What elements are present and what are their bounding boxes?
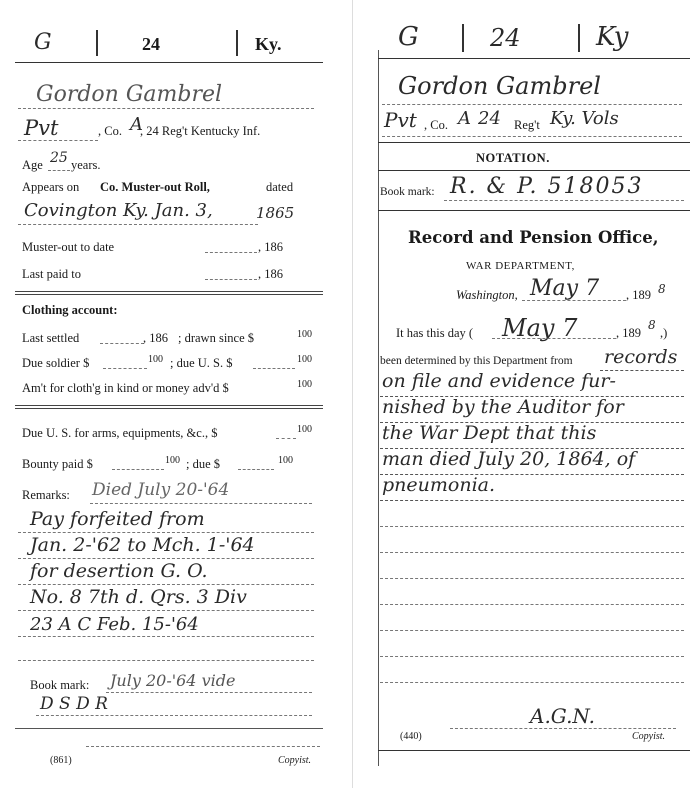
adjutant-signature: A.G.N. bbox=[530, 704, 595, 728]
dotted-line bbox=[382, 104, 682, 105]
header-company: G bbox=[398, 22, 419, 52]
dotted-line bbox=[18, 610, 314, 611]
regiment-number: 24 bbox=[478, 108, 501, 129]
footer-rule bbox=[15, 728, 323, 729]
dotted-line bbox=[48, 170, 70, 171]
state-volunteers: Ky. Vols bbox=[550, 108, 619, 129]
dotted-line bbox=[380, 500, 684, 501]
soldier-rank: Pvt bbox=[384, 108, 417, 132]
drawn-since: ; drawn since $ bbox=[178, 331, 255, 345]
dotted-line bbox=[90, 503, 312, 504]
header-regiment: 24 bbox=[142, 34, 160, 54]
dotted-line bbox=[18, 140, 98, 141]
footer-rule bbox=[378, 750, 690, 751]
determination-year-digit: 8 bbox=[648, 318, 656, 332]
soldier-rank: Pvt bbox=[24, 116, 59, 140]
determined-label: been determined by this Department from bbox=[380, 355, 573, 367]
co-label: , Co. bbox=[424, 118, 448, 132]
cents-mark: 100 bbox=[148, 354, 163, 365]
dotted-line bbox=[380, 656, 684, 657]
due-us-arms-label: Due U. S. for arms, equipments, &c., $ bbox=[22, 426, 218, 440]
remarks-line-3: Jan. 2-'62 to Mch. 1-'64 bbox=[30, 534, 255, 556]
right-notation-card bbox=[370, 0, 700, 788]
last-settled-label: Last settled bbox=[22, 331, 80, 345]
dotted-line bbox=[18, 558, 314, 559]
age-value: 25 bbox=[50, 150, 68, 166]
dotted-line bbox=[253, 368, 295, 369]
body-line-4: the War Dept that this bbox=[382, 422, 597, 444]
bounty-paid-label: Bounty paid $ bbox=[22, 457, 93, 471]
double-rule bbox=[15, 405, 323, 409]
remarks-label: Remarks: bbox=[22, 488, 70, 502]
washington-label: Washington, bbox=[456, 288, 518, 302]
dotted-line bbox=[444, 200, 684, 201]
remarks-line-6: 23 A C Feb. 15-'64 bbox=[30, 614, 199, 635]
dotted-line bbox=[380, 682, 684, 683]
determination-date: May 7 bbox=[502, 314, 578, 342]
muster-place-date: Covington Ky. Jan. 3, bbox=[24, 200, 213, 221]
body-line-5: man died July 20, 1864, of bbox=[382, 448, 636, 470]
bounty-due-label: ; due $ bbox=[186, 457, 221, 471]
clothing-advanced-label: Am't for cloth'g in kind or money adv'd $ bbox=[22, 381, 229, 395]
regiment-label: Reg't bbox=[514, 118, 540, 132]
roll-name: Co. Muster-out Roll, bbox=[100, 180, 210, 194]
dotted-line bbox=[100, 343, 144, 344]
header-divider bbox=[578, 24, 580, 52]
remarks-line-5: No. 8 7th d. Qrs. 3 Div bbox=[30, 586, 247, 608]
bookmark-note-2: D S D R bbox=[40, 694, 108, 714]
header-divider bbox=[96, 30, 98, 56]
bookmark-number: R. & P. 518053 bbox=[450, 174, 644, 199]
dotted-line bbox=[492, 338, 616, 339]
signature-line bbox=[450, 728, 676, 729]
dotted-line bbox=[380, 578, 684, 579]
body-line-3: nished by the Auditor for bbox=[382, 396, 624, 418]
header-rule bbox=[15, 62, 323, 63]
header-rule bbox=[378, 58, 690, 59]
dotted-line bbox=[106, 692, 312, 693]
rule bbox=[378, 170, 690, 171]
fold-line bbox=[352, 0, 353, 788]
co-label: , Co. bbox=[98, 124, 122, 138]
form-number: (861) bbox=[50, 755, 72, 766]
bookmark-note-1: July 20-'64 vide bbox=[110, 671, 236, 690]
header-state: Ky. bbox=[255, 34, 282, 54]
copyist-label: Copyist. bbox=[632, 731, 666, 742]
body-line-2: on file and evidence fur- bbox=[382, 370, 616, 392]
settled-year: , 186 bbox=[143, 331, 168, 345]
dotted-line bbox=[238, 469, 274, 470]
header-divider bbox=[462, 24, 464, 52]
dotted-line bbox=[382, 136, 682, 137]
dotted-line bbox=[380, 604, 684, 605]
copyist-label: Copyist. bbox=[278, 755, 312, 766]
last-paid-year: , 186 bbox=[258, 267, 283, 281]
dotted-line bbox=[18, 660, 314, 661]
dotted-line bbox=[112, 469, 164, 470]
company-letter: A bbox=[458, 108, 471, 129]
dotted-line bbox=[380, 552, 684, 553]
copyist-line bbox=[86, 746, 320, 747]
dated-label: dated bbox=[266, 180, 294, 194]
determination-year: , 189 bbox=[616, 326, 641, 340]
dotted-line bbox=[103, 368, 147, 369]
dotted-line bbox=[205, 252, 257, 253]
dotted-line bbox=[36, 715, 312, 716]
cents-mark: 100 bbox=[297, 354, 312, 365]
office-title: Record and Pension Office, bbox=[408, 228, 659, 247]
body-line-1: records bbox=[604, 346, 678, 368]
dotted-line bbox=[522, 300, 626, 301]
day-line-prefix: It has this day ( bbox=[396, 326, 474, 340]
soldier-name: Gordon Gambrel bbox=[36, 82, 223, 107]
rule bbox=[378, 142, 690, 143]
cents-mark: 100 bbox=[297, 424, 312, 435]
bookmark-label: Book mark: bbox=[30, 678, 90, 692]
header-company: G bbox=[34, 30, 52, 55]
last-paid-label: Last paid to bbox=[22, 267, 82, 281]
double-rule bbox=[15, 291, 323, 295]
form-number: (440) bbox=[400, 731, 422, 742]
dotted-line bbox=[18, 532, 314, 533]
remarks-line-2: Pay forfeited from bbox=[30, 508, 205, 530]
war-department: WAR DEPARTMENT, bbox=[466, 260, 575, 272]
office-date: May 7 bbox=[530, 276, 600, 301]
office-year-digit: 8 bbox=[658, 282, 666, 296]
rule bbox=[378, 210, 690, 211]
dotted-line bbox=[18, 224, 258, 225]
appears-on-label: Appears on bbox=[22, 180, 80, 194]
company-letter: A bbox=[130, 114, 143, 135]
age-unit: years. bbox=[71, 158, 101, 172]
remarks-line-4: for desertion G. O. bbox=[30, 560, 208, 582]
due-soldier-label: Due soldier $ bbox=[22, 356, 90, 370]
cents-mark: 100 bbox=[165, 455, 180, 466]
dotted-line bbox=[18, 108, 314, 109]
cents-mark: 100 bbox=[278, 455, 293, 466]
dotted-line bbox=[18, 636, 314, 637]
muster-out-year: , 186 bbox=[258, 240, 283, 254]
dotted-line bbox=[380, 526, 684, 527]
dotted-line bbox=[18, 584, 314, 585]
left-muster-card bbox=[0, 0, 336, 788]
regiment-text: , 24 Reg't Kentucky Inf. bbox=[140, 124, 261, 138]
bookmark-label: Book mark: bbox=[380, 186, 435, 198]
cents-mark: 100 bbox=[297, 379, 312, 390]
body-line-6: pneumonia. bbox=[382, 474, 496, 496]
due-us-label: ; due U. S. $ bbox=[170, 356, 233, 370]
remarks-line-1: Died July 20-'64 bbox=[92, 480, 230, 500]
header-divider bbox=[236, 30, 238, 56]
office-year: , 189 bbox=[626, 288, 651, 302]
day-line-suffix: ,) bbox=[660, 326, 668, 340]
muster-year: 1865 bbox=[256, 204, 295, 222]
dotted-line bbox=[380, 630, 684, 631]
soldier-name: Gordon Gambrel bbox=[398, 72, 601, 100]
notation-title: NOTATION. bbox=[476, 151, 550, 165]
header-regiment: 24 bbox=[490, 24, 521, 52]
dotted-line bbox=[205, 279, 257, 280]
clothing-label: Clothing account: bbox=[22, 303, 118, 317]
muster-out-label: Muster-out to date bbox=[22, 240, 115, 254]
cents-mark: 100 bbox=[297, 329, 312, 340]
age-label: Age bbox=[22, 158, 43, 172]
dotted-line bbox=[276, 438, 296, 439]
header-state: Ky bbox=[596, 22, 629, 52]
